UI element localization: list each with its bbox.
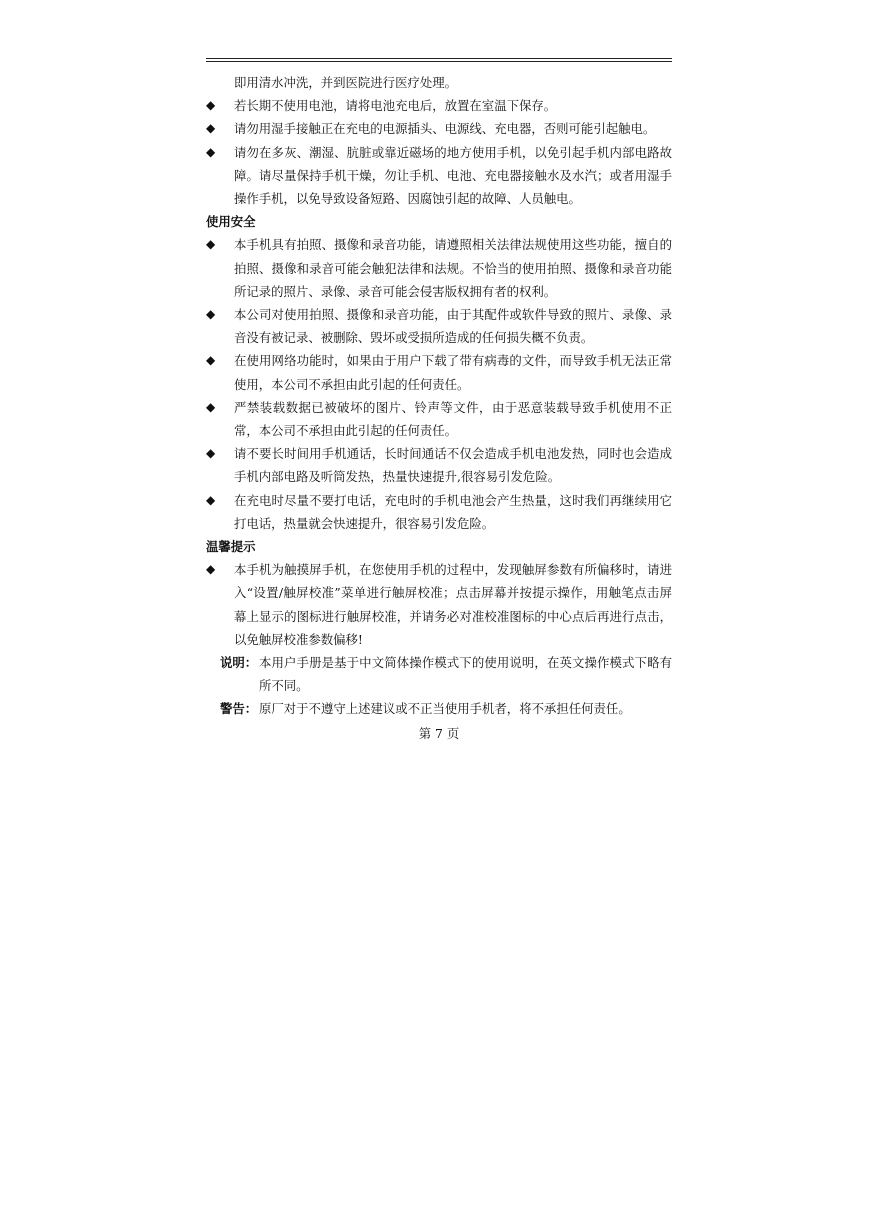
bullet-item (206, 117, 672, 140)
bullet-text: 严禁装载数据已被破坏的图片、铃声等文件，由于恶意装载导致手机使用不正常，本公司不承担由此引起的任何责任。 (234, 399, 672, 439)
bullet-text: 本手机为触摸屏手机，在您使用手机的过程中，发现触屏参数有所偏移时，请进入“设置/触屏校准”菜单进行触屏校准；点击屏幕并按提示操作，用触笔点击屏幕上显示的图标进行触屏校准，并请务必对准校准图标的中心点后再进行点击，以免触屏校准参数偏移! (234, 562, 672, 647)
warning-block (206, 697, 672, 720)
bullet-text: 若长期不使用电池，请将电池充电后，放置在室温下保存。 (234, 98, 557, 114)
bullet-text: 请勿用湿手接触正在充电的电源插头、电源线、充电器，否则可能引起触电。 (234, 121, 656, 137)
diamond-bullet-icon: ◆ (206, 98, 216, 113)
diamond-bullet-icon: ◆ (206, 562, 216, 577)
warning-label: 警告： (220, 701, 258, 717)
diamond-bullet-icon: ◆ (206, 121, 216, 136)
page-content (206, 71, 672, 745)
header-rule (206, 58, 672, 62)
bullet-item (206, 233, 672, 303)
diamond-bullet-icon: ◆ (206, 399, 216, 414)
bullet-item (206, 558, 672, 651)
bullet-item (206, 349, 672, 395)
bullet-text: 本公司对使用拍照、摄像和录音功能，由于其配件或软件导致的照片、录像、录音没有被记录、被删除、毁坏或受损所造成的任何损失概不负责。 (234, 307, 672, 346)
diamond-bullet-icon: ◆ (206, 353, 216, 368)
bullet-item (206, 396, 672, 442)
warning-text: 原厂对于不遵守上述建议或不正当使用手机者，将不承担任何责任。 (259, 701, 631, 717)
bullet-text: 请勿在多灰、潮湿、肮脏或靠近磁场的地方使用手机，以免引起手机内部电路故障。请尽量保持手机干燥，勿让手机、电池、充电器接触水及水汽；或者用湿手操作手机，以免导致设备短路、因腐蚀引起的故障、人员触电。 (234, 144, 672, 207)
bullet-item (206, 303, 672, 349)
bullet-item (206, 442, 672, 488)
bullet-text: 本手机具有拍照、摄像和录音功能，请遵照相关法律法规使用这些功能，擅自的拍照、摄像和录音可能会触犯法律和法规。不恰当的使用拍照、摄像和录音功能所记录的照片、录像、录音可能会侵害版权拥有者的权利。 (234, 237, 672, 299)
note-label: 说明： (220, 655, 258, 671)
continuation-line: 即用清水冲洗，并到医院进行医疗处理。 (234, 75, 458, 90)
page-number: 第 7 页 (418, 725, 460, 741)
diamond-bullet-icon: ◆ (206, 492, 216, 507)
section-heading-safety: 使用安全 (206, 214, 256, 230)
bullet-item (206, 141, 672, 211)
note-text: 本用户手册是基于中文简体操作模式下的使用说明，在英文操作模式下略有所不同。 (259, 655, 672, 694)
bullet-text: 请不要长时间用手机通话，长时间通话不仅会造成手机电池发热，同时也会造成手机内部电路及听筒发热，热量快速提升,很容易引发危险。 (234, 446, 672, 485)
diamond-bullet-icon: ◆ (206, 237, 216, 252)
note-block (206, 651, 672, 697)
diamond-bullet-icon: ◆ (206, 446, 216, 461)
section-heading-tips: 温馨提示 (206, 539, 256, 555)
bullet-item (206, 489, 672, 535)
bullet-item (206, 94, 672, 117)
diamond-bullet-icon: ◆ (206, 144, 216, 159)
bullet-text: 在充电时尽量不要打电话，充电时的手机电池会产生热量，这时我们再继续用它打电话，热量就会快速提升，很容易引发危险。 (234, 492, 672, 531)
bullet-text: 在使用网络功能时，如果由于用户下载了带有病毒的文件，而导致手机无法正常使用，本公司不承担由此引起的任何责任。 (234, 353, 672, 392)
diamond-bullet-icon: ◆ (206, 307, 216, 322)
